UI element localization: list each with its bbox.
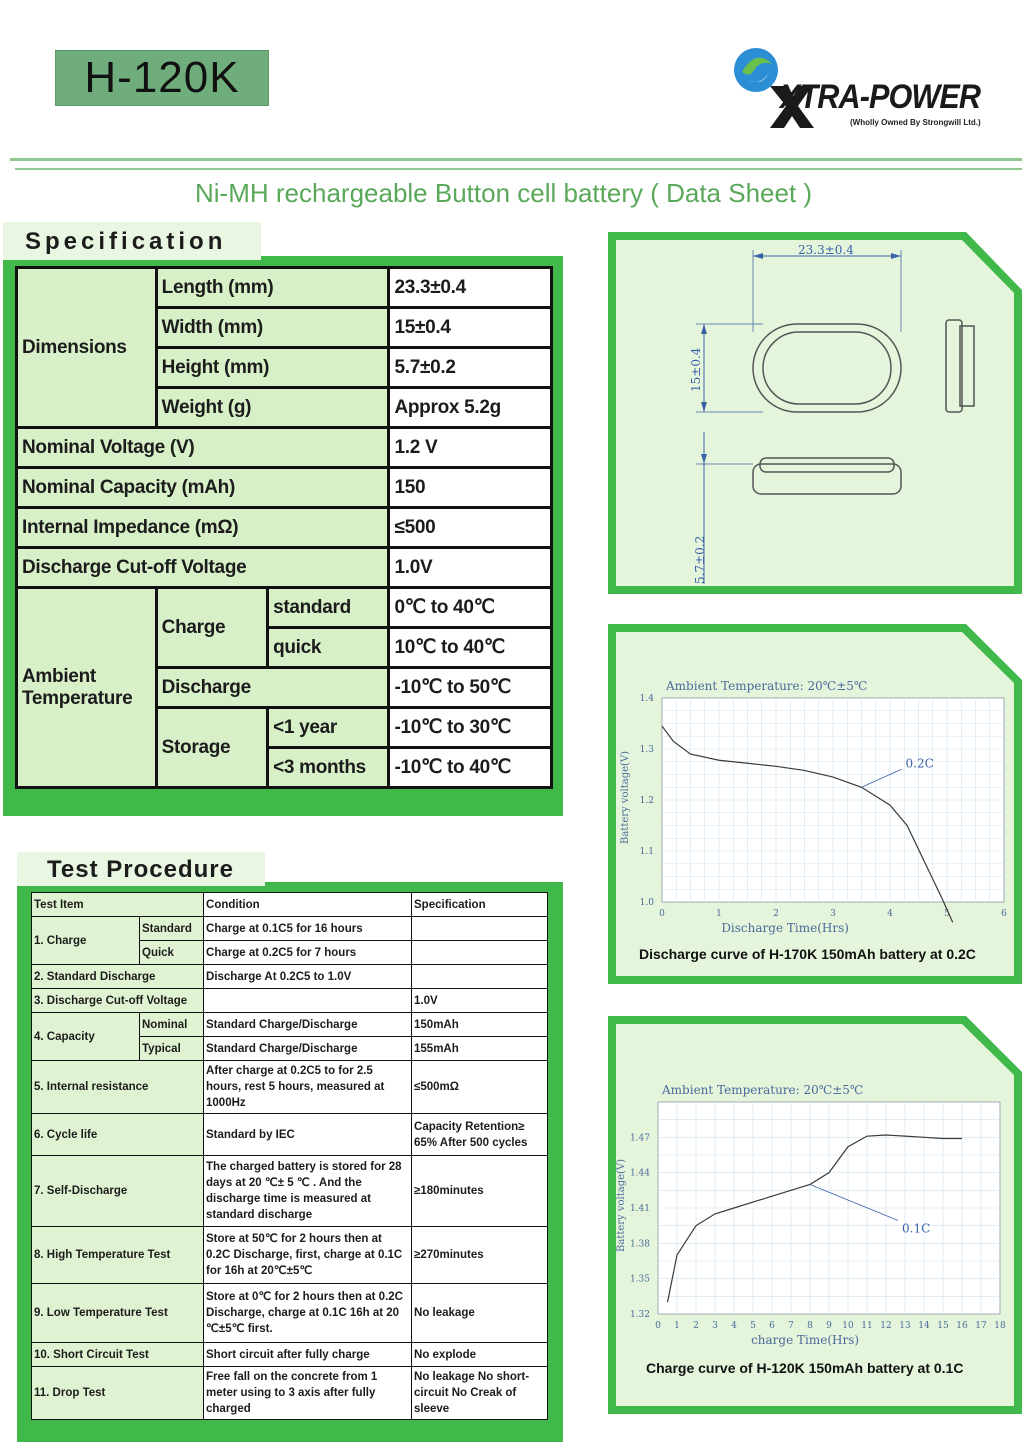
test-spec-typical: 155mAh xyxy=(412,1037,548,1061)
width-label: Width (mm) xyxy=(156,308,389,348)
x-tick-label: 0 xyxy=(659,909,665,919)
storage-3m-value: -10℃ to 40℃ xyxy=(389,748,552,788)
spec-title: Specification xyxy=(25,228,227,255)
quick-value: 10℃ to 40℃ xyxy=(389,628,552,668)
test-spec-empty xyxy=(412,965,548,989)
x-tick-label: 0 xyxy=(655,1321,661,1331)
test-spec-cutoff: 1.0V xyxy=(412,989,548,1013)
height-label: Height (mm) xyxy=(156,348,389,388)
y-tick-label: 1.35 xyxy=(629,1274,650,1285)
length-value: 23.3±0.4 xyxy=(389,268,552,308)
nominal-capacity-value: 150 xyxy=(389,468,552,508)
x-tick-label: 18 xyxy=(994,1321,1006,1331)
x-tick-label: 2 xyxy=(693,1321,699,1331)
quick-label: quick xyxy=(268,628,389,668)
document-subtitle: Ni-MH rechargeable Button cell battery ( Data Sheet ) xyxy=(195,178,813,208)
test-cond-charge-quick: Charge at 0.2C5 for 7 hours xyxy=(204,941,412,965)
test-item-capacity: 4. Capacity xyxy=(32,1013,140,1061)
test-spec-nominal: 150mAh xyxy=(412,1013,548,1037)
storage-label: Storage xyxy=(156,708,267,788)
test-cond-standard-discharge: Discharge At 0.2C5 to 1.0V xyxy=(204,965,412,989)
dimensions-label: Dimensions xyxy=(17,268,157,428)
x-tick-label: 11 xyxy=(861,1321,873,1331)
brand-subtitle: (Wholly Owned By Strongwill Ltd.) xyxy=(850,118,981,127)
test-spec-cycle-life: Capacity Retention≥ 65% After 500 cycles xyxy=(412,1114,548,1156)
x-tick-label: 9 xyxy=(826,1321,832,1331)
discharge-label: Discharge xyxy=(156,668,389,708)
nominal-capacity-label: Nominal Capacity (mAh) xyxy=(17,468,389,508)
x-tick-label: 6 xyxy=(1001,909,1007,919)
charge-chart-caption: Charge curve of H-120K 150mAh battery at 0.1C xyxy=(646,1360,964,1376)
y-tick-label: 1.32 xyxy=(629,1310,650,1320)
dimension-drawing-panel xyxy=(608,232,1022,594)
test-cond-high-temp: Store at 50℃ for 2 hours then at 0.2C Discharge, first, charge at 0.1C for 16h at 20℃±5℃ xyxy=(204,1227,412,1284)
test-item-drop: 11. Drop Test xyxy=(32,1367,204,1420)
x-tick-label: 10 xyxy=(842,1321,854,1331)
test-procedure-panel xyxy=(17,852,563,1442)
standard-value: 0℃ to 40℃ xyxy=(389,588,552,628)
test-spec-self-discharge: ≥180minutes xyxy=(412,1156,548,1227)
standard-label: standard xyxy=(268,588,389,628)
storage-1y-label: <1 year xyxy=(268,708,389,748)
storage-3m-label: <3 months xyxy=(268,748,389,788)
model-badge xyxy=(55,50,269,106)
dimension-drawing xyxy=(608,232,1022,594)
height-dimension-label: 5.7±0.2 xyxy=(693,535,707,584)
test-title: Test Procedure xyxy=(47,856,234,883)
x-tick-label: 8 xyxy=(807,1321,813,1331)
x-tick-label: 6 xyxy=(769,1321,775,1331)
test-cond-self-discharge: The charged battery is stored for 28 days at 20 ℃± 5 ℃ . And the discharge time is measured at standard discharge xyxy=(204,1156,412,1227)
y-axis-label: Battery voltage(V) xyxy=(616,1158,627,1252)
width-value: 15±0.4 xyxy=(389,308,552,348)
x-tick-label: 4 xyxy=(887,909,893,919)
test-spec-drop: No leakage No short-circuit No Creak of sleeve xyxy=(412,1367,548,1420)
x-tick-label: 2 xyxy=(773,909,779,919)
x-axis-label: charge Time(Hrs) xyxy=(751,1333,860,1347)
test-cond-charge-standard: Charge at 0.1C5 for 16 hours xyxy=(204,917,412,941)
y-tick-label: 1.2 xyxy=(639,796,654,806)
test-item-short-circuit: 10. Short Circuit Test xyxy=(32,1343,204,1367)
chart-title: Ambient Temperature: 20℃±5℃ xyxy=(662,1083,864,1097)
discharge-chart xyxy=(608,624,1022,984)
x-tick-label: 5 xyxy=(944,909,950,919)
test-item-resistance: 5. Internal resistance xyxy=(32,1061,204,1114)
discharge-chart-panel xyxy=(608,624,1022,984)
impedance-label: Internal Impedance (mΩ) xyxy=(17,508,389,548)
x-tick-label: 13 xyxy=(899,1321,911,1331)
cutoff-label: Discharge Cut-off Voltage xyxy=(17,548,389,588)
test-spec-short-circuit: No explode xyxy=(412,1343,548,1367)
x-tick-label: 7 xyxy=(788,1321,794,1331)
header-divider xyxy=(10,158,1022,161)
model-name: H-120K xyxy=(84,53,240,102)
test-item-high-temp: 8. High Temperature Test xyxy=(32,1227,204,1284)
x-tick-label: 12 xyxy=(880,1321,892,1331)
y-tick-label: 1.0 xyxy=(639,898,654,908)
test-spec-empty xyxy=(412,941,548,965)
nominal-voltage-label: Nominal Voltage (V) xyxy=(17,428,389,468)
test-cond-short-circuit: Short circuit after fully charge xyxy=(204,1343,412,1367)
test-sub-standard: Standard xyxy=(140,917,204,941)
test-cond-resistance: After charge at 0.2C5 to for 2.5 hours, rest 5 hours, measured at 1000Hz xyxy=(204,1061,412,1114)
test-item-low-temp: 9. Low Temperature Test xyxy=(32,1284,204,1343)
test-cond-cycle-life: Standard by IEC xyxy=(204,1114,412,1156)
cutoff-value: 1.0V xyxy=(389,548,552,588)
test-spec-high-temp: ≥270minutes xyxy=(412,1227,548,1284)
header-condition: Condition xyxy=(204,893,412,917)
impedance-value: ≤500 xyxy=(389,508,552,548)
test-cond-typical: Standard Charge/Discharge xyxy=(204,1037,412,1061)
x-tick-label: 4 xyxy=(731,1321,737,1331)
test-sub-nominal: Nominal xyxy=(140,1013,204,1037)
charge-chart-panel xyxy=(608,1016,1022,1414)
test-sub-typical: Typical xyxy=(140,1037,204,1061)
specification-panel xyxy=(3,222,563,817)
length-label: Length (mm) xyxy=(156,268,389,308)
x-tick-label: 3 xyxy=(712,1321,718,1331)
test-cond-drop: Free fall on the concrete from 1 meter using to 3 axis after fully charged xyxy=(204,1367,412,1420)
series-label: 0.2C xyxy=(905,756,934,771)
x-tick-label: 14 xyxy=(918,1321,930,1331)
header-specification: Specification xyxy=(412,893,548,917)
x-tick-label: 17 xyxy=(975,1321,987,1331)
test-item-cutoff: 3. Discharge Cut-off Voltage xyxy=(32,989,204,1013)
charge-label: Charge xyxy=(156,588,267,668)
test-item-cycle-life: 6. Cycle life xyxy=(32,1114,204,1156)
weight-value: Approx 5.2g xyxy=(389,388,552,428)
test-spec-low-temp: No leakage xyxy=(412,1284,548,1343)
x-axis-label: Discharge Time(Hrs) xyxy=(721,921,849,935)
ambient-label: Ambient Temperature xyxy=(17,588,157,788)
spec-table xyxy=(15,266,553,789)
y-axis-label: Battery voltage(V) xyxy=(620,750,631,844)
storage-1y-value: -10℃ to 30℃ xyxy=(389,708,552,748)
test-cond-nominal: Standard Charge/Discharge xyxy=(204,1013,412,1037)
y-tick-label: 1.3 xyxy=(639,745,654,755)
y-tick-label: 1.41 xyxy=(629,1204,650,1214)
discharge-value: -10℃ to 50℃ xyxy=(389,668,552,708)
y-tick-label: 1.47 xyxy=(629,1133,650,1144)
test-table xyxy=(31,892,548,1420)
brand-name: XTRA-POWER xyxy=(780,78,981,116)
x-tick-label: 5 xyxy=(750,1321,756,1331)
test-item-standard-discharge: 2. Standard Discharge xyxy=(32,965,204,989)
length-dimension-label: 23.3±0.4 xyxy=(798,243,854,257)
height-value: 5.7±0.2 xyxy=(389,348,552,388)
x-tick-label: 1 xyxy=(716,909,722,919)
test-cond-low-temp: Store at 0℃ for 2 hours then at 0.2C Discharge, charge at 0.1C 16h at 20 ℃±5℃ first. xyxy=(204,1284,412,1343)
test-sub-quick: Quick xyxy=(140,941,204,965)
discharge-chart-caption: Discharge curve of H-170K 150mAh battery at 0.2C xyxy=(639,946,976,962)
test-cond-empty xyxy=(204,989,412,1013)
x-tick-label: 16 xyxy=(956,1321,968,1331)
chart-title: Ambient Temperature: 20℃±5℃ xyxy=(666,679,868,693)
x-tick-label: 15 xyxy=(937,1321,949,1331)
header-test-item: Test Item xyxy=(32,893,204,917)
y-tick-label: 1.38 xyxy=(629,1239,650,1250)
x-tick-label: 1 xyxy=(674,1321,680,1331)
test-spec-resistance: ≤500mΩ xyxy=(412,1061,548,1114)
test-spec-empty xyxy=(412,917,548,941)
width-dimension-label: 15±0.4 xyxy=(689,347,703,392)
x-tick-label: 3 xyxy=(830,909,836,919)
y-tick-label: 1.44 xyxy=(629,1168,650,1179)
test-item-self-discharge: 7. Self-Discharge xyxy=(32,1156,204,1227)
charge-chart xyxy=(608,1016,1022,1414)
header-divider-thin xyxy=(15,168,1022,170)
y-tick-label: 1.1 xyxy=(639,847,654,857)
y-tick-label: 1.4 xyxy=(639,694,654,704)
nominal-voltage-value: 1.2 V xyxy=(389,428,552,468)
series-label: 0.1C xyxy=(902,1221,931,1236)
test-item-charge: 1. Charge xyxy=(32,917,140,965)
weight-label: Weight (g) xyxy=(156,388,389,428)
